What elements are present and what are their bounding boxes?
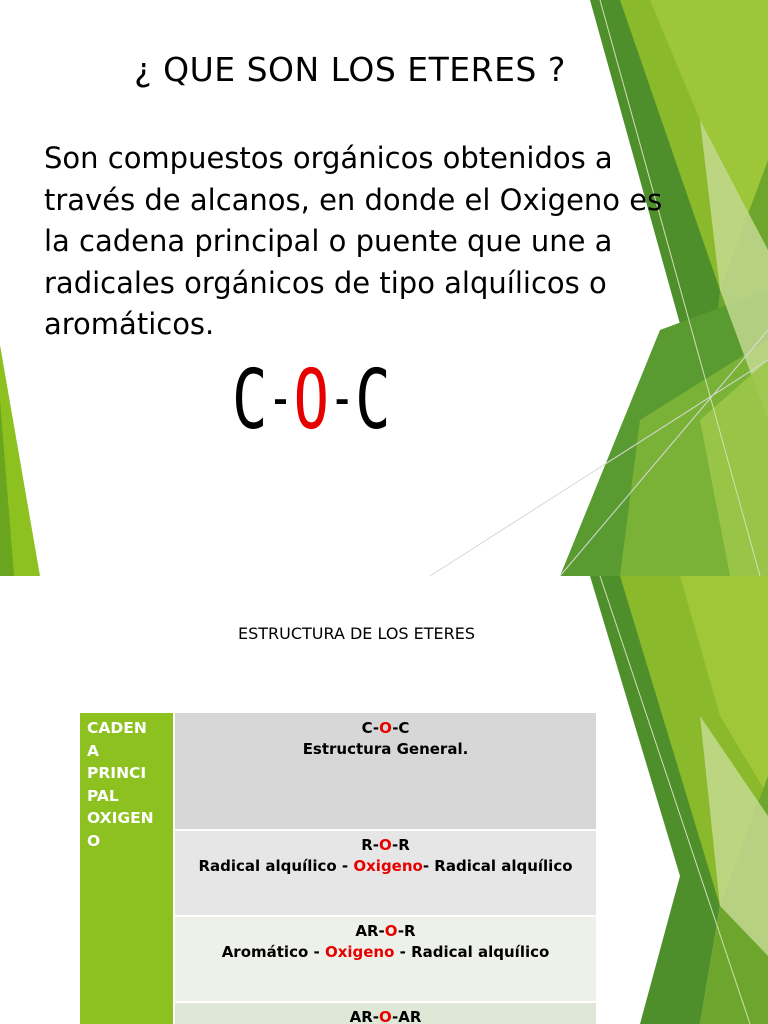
ether-structure-table	[80, 713, 596, 1024]
side-label	[80, 713, 174, 1024]
row-formula: R-O-R	[361, 836, 410, 854]
table-row	[174, 713, 596, 830]
table-row	[174, 916, 596, 1002]
side-label-line: PAL	[87, 786, 119, 805]
row-description: Estructura General.	[302, 740, 469, 758]
formula-left-atom: C	[232, 353, 268, 448]
section-title: ESTRUCTURA DE LOS ETERES	[237, 624, 476, 643]
slide-title: ¿ QUE SON LOS ETERES ?	[134, 50, 566, 89]
formula-right-atom: C	[355, 353, 391, 448]
row-formula: AR-O-AR	[349, 1008, 422, 1024]
side-label-line: OXIGEN	[87, 809, 154, 827]
definition-text: Son compuestos orgánicos obtenidos a través de alcanos, en donde el Oxigeno es la cadena principal o puente que une a radicales orgánicos de tipo alquílicos o aromáticos.	[44, 141, 663, 341]
table-row	[174, 830, 596, 916]
row-description: Radical alquílico - Oxigeno- Radical alquílico	[198, 857, 573, 875]
side-label-line: PRINCI	[87, 764, 147, 782]
ether-general-formula	[232, 353, 391, 448]
formula-left-bond: -	[267, 363, 294, 433]
side-label-line: O	[87, 831, 101, 850]
row-formula: AR-O-R	[355, 922, 416, 940]
slide-2	[0, 576, 768, 1024]
row-description: Aromático - Oxigeno - Radical alquílico	[221, 943, 550, 961]
formula-right-bond: -	[329, 363, 356, 433]
formula-oxygen-atom: O	[293, 353, 330, 448]
row-formula: C-O-C	[361, 719, 410, 737]
side-label-line: CADEN	[87, 719, 147, 737]
table-row	[174, 1002, 596, 1024]
side-label-line: A	[87, 741, 99, 760]
